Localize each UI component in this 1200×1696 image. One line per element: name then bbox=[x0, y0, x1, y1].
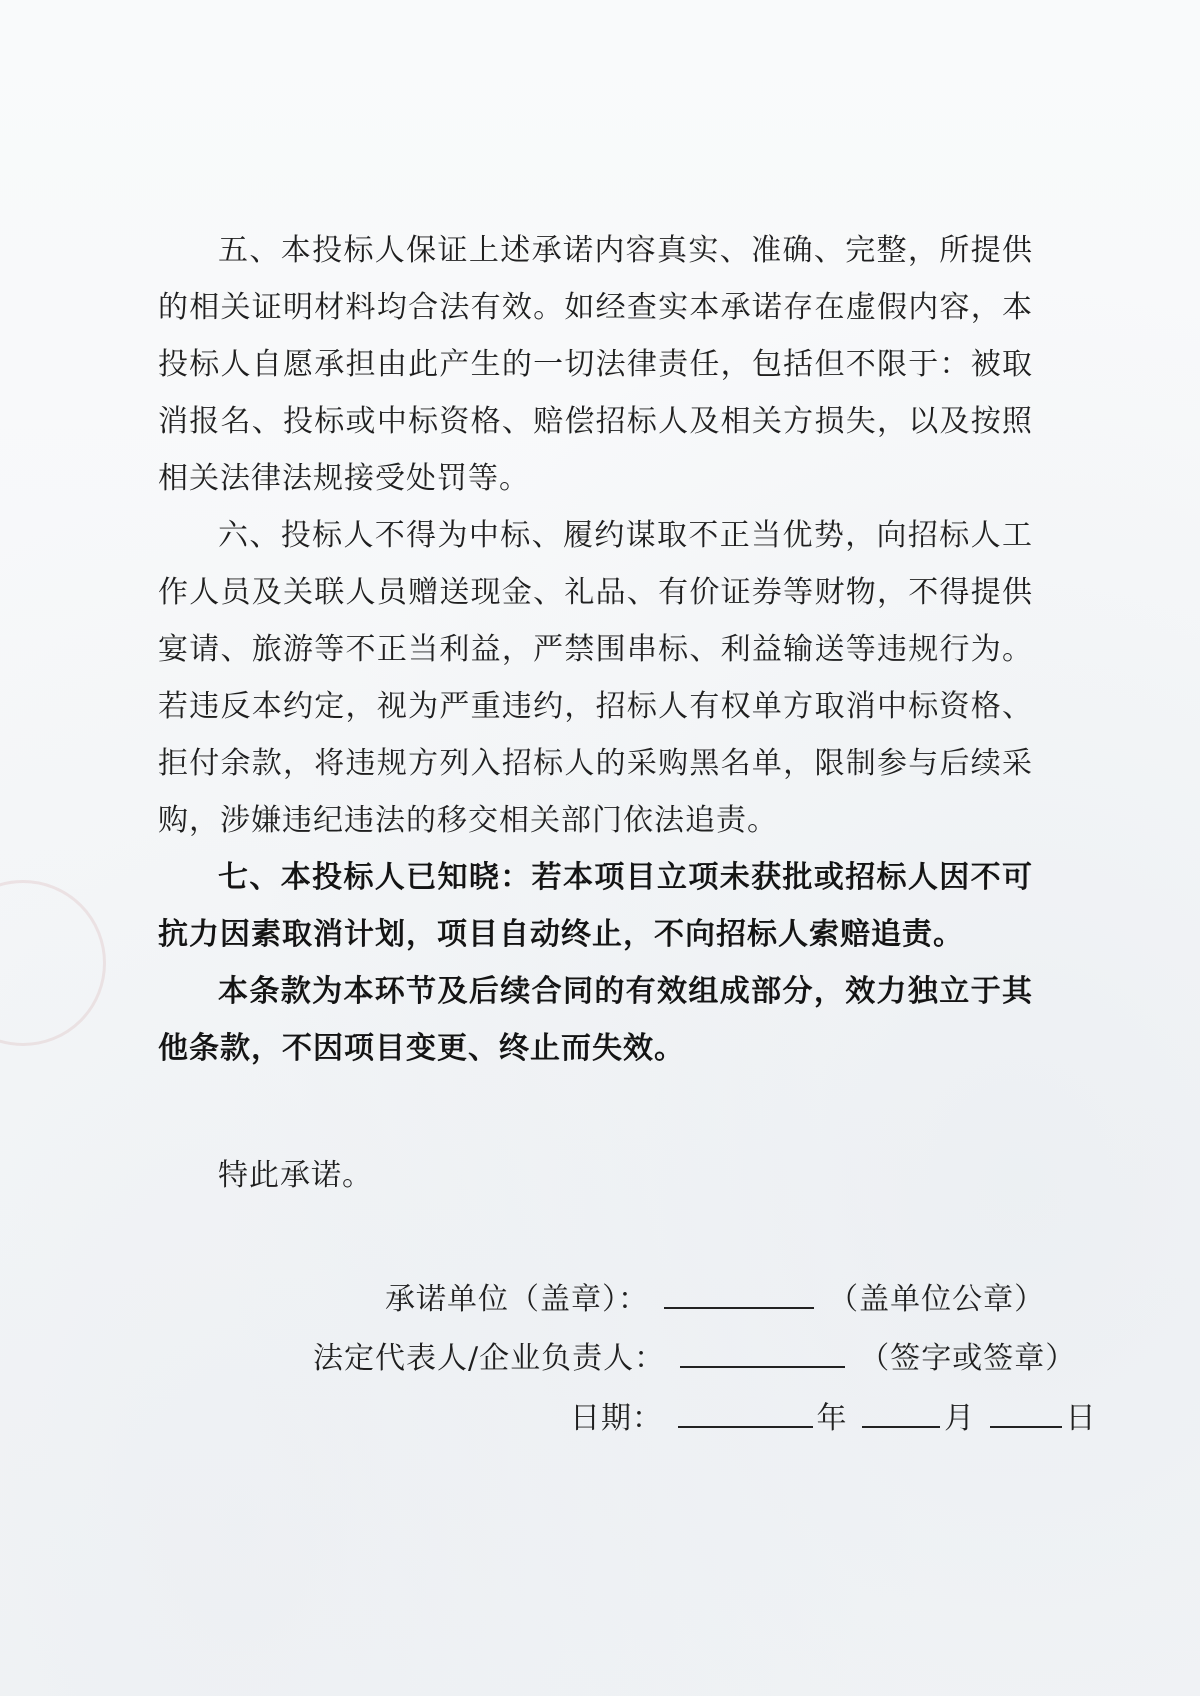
clause-seven: 七、本投标人已知晓：若本项目立项未获批或招标人因不可抗力因素取消计划，项目自动终止，不向招标人索赔追责。 bbox=[158, 860, 1033, 952]
date-label: 日期： bbox=[570, 1401, 663, 1436]
faint-seal-mark bbox=[0, 880, 106, 1046]
date-month-blank[interactable] bbox=[862, 1396, 940, 1428]
date-day-unit: 日 bbox=[1065, 1401, 1097, 1436]
date-year-unit: 年 bbox=[816, 1401, 848, 1436]
signature-date-row bbox=[570, 1396, 1097, 1439]
representative-signature-blank[interactable] bbox=[680, 1336, 845, 1368]
closing-statement: 特此承诺。 bbox=[218, 1158, 373, 1193]
representative-label: 法定代表人/企业负责人： bbox=[313, 1341, 666, 1376]
signature-representative-row bbox=[313, 1336, 1076, 1379]
unit-seal-blank[interactable] bbox=[664, 1277, 814, 1309]
signature-unit-row bbox=[385, 1277, 1045, 1320]
unit-note: （盖单位公章） bbox=[828, 1282, 1046, 1317]
clause-five: 五、本投标人保证上述承诺内容真实、准确、完整，所提供的相关证明材料均合法有效。如经查实本承诺存在虚假内容，本投标人自愿承担由此产生的一切法律责任，包括但不限于：被取消报名、投标或中标资格、赔偿招标人及相关方损失，以及按照相关法律法规接受处罚等。 bbox=[158, 233, 1033, 496]
date-month-unit: 月 bbox=[944, 1401, 976, 1436]
representative-note: （签字或签章） bbox=[859, 1341, 1077, 1376]
date-day-blank[interactable] bbox=[990, 1396, 1062, 1428]
clause-validity: 本条款为本环节及后续合同的有效组成部分，效力独立于其他条款，不因项目变更、终止而失效。 bbox=[158, 974, 1033, 1066]
commitment-body bbox=[158, 222, 1033, 1077]
date-year-blank[interactable] bbox=[678, 1396, 813, 1428]
unit-label: 承诺单位（盖章）： bbox=[385, 1282, 649, 1317]
clause-six: 六、投标人不得为中标、履约谋取不正当优势，向招标人工作人员及关联人员赠送现金、礼品、有价证券等财物，不得提供宴请、旅游等不正当利益，严禁围串标、利益输送等违规行为。若违反本约定，视为严重违约，招标人有权单方取消中标资格、拒付余款，将违规方列入招标人的采购黑名单，限制参与后续采购，涉嫌违纪违法的移交相关部门依法追责。 bbox=[158, 518, 1033, 838]
